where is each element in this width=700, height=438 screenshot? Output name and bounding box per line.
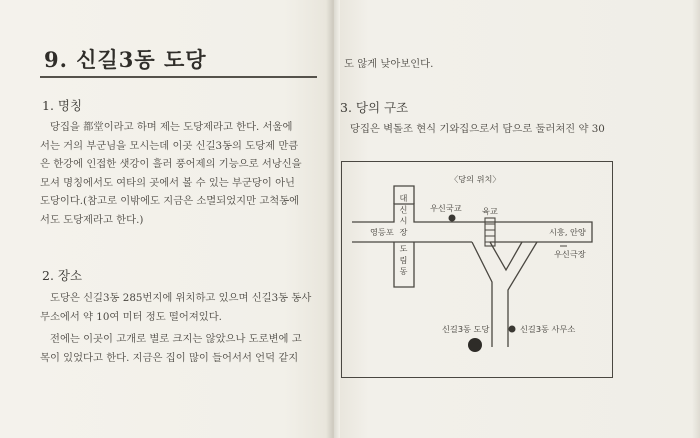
body-line: 당집은 벽돌조 현식 기와집으로서 담으로 둘러쳐진 약 30 bbox=[350, 123, 605, 135]
label-shrine: 신길3동 도당 bbox=[442, 324, 490, 334]
body-line: 전에는 이곳이 고개로 별로 크지는 않았으나 도로변에 고 bbox=[50, 333, 302, 346]
body-line: 모셔 명칭에서도 여타의 곳에서 볼 수 있는 부군당이 아닌 bbox=[40, 176, 295, 189]
continuation-line: 도 않게 낮아보인다. bbox=[344, 58, 434, 70]
section-body-place bbox=[40, 289, 311, 367]
section-heading-place: 2. 장소 bbox=[42, 268, 83, 283]
chapter-rule bbox=[40, 76, 317, 78]
label-office: 신길3동 사무소 bbox=[520, 324, 576, 334]
body-line: 목이 있었다고 한다. 지금은 집이 많이 들어서서 언덕 같지 bbox=[40, 351, 299, 364]
label-left-road: 영등포 bbox=[370, 227, 394, 237]
map-title: 〈당의 위치〉 bbox=[450, 174, 501, 184]
section-heading-structure: 3. 당의 구조 bbox=[340, 100, 409, 115]
body-line: 서는 거의 부군님을 모시는데 이곳 신길3동의 도당제 만큼 bbox=[40, 139, 299, 152]
body-line: 당집을 都堂이라고 하며 제는 도당제라고 한다. 서울에 bbox=[50, 121, 293, 133]
office-dot-icon bbox=[509, 326, 516, 333]
location-map bbox=[341, 161, 613, 378]
chapter-title: 9. 신길3동 도당 bbox=[44, 47, 207, 72]
book-gutter bbox=[326, 0, 340, 438]
shrine-dot-icon bbox=[468, 338, 482, 352]
body-line: 도당은 신길3동 285번지에 위치하고 있으며 신길3동 동사 bbox=[50, 292, 312, 304]
section-heading-name: 1. 명칭 bbox=[42, 98, 83, 113]
page-edge bbox=[692, 0, 700, 438]
body-line: 서도 도당제라고 한다.) bbox=[40, 213, 144, 226]
body-line: 도당이다.(참고로 이밖에도 지금은 소멸되었지만 고척동에 bbox=[40, 195, 300, 208]
label-vertical-road: 대신시장 도림동 bbox=[399, 194, 409, 279]
label-right-road: 시흥, 안양 bbox=[549, 227, 586, 237]
body-line: 은 한강에 인접한 샛강이 흘러 풍어제의 기능으로 서낭신을 bbox=[40, 158, 302, 171]
post-office-dot-icon bbox=[449, 215, 456, 222]
label-market: 우신극장 bbox=[554, 249, 586, 259]
body-line: 무소에서 약 10여 미터 정도 떨어져있다. bbox=[40, 310, 222, 323]
label-footbridge: 육교 bbox=[482, 206, 498, 216]
label-post-office: 우신국교 bbox=[430, 203, 462, 213]
road-outline bbox=[352, 204, 592, 287]
map-drawing bbox=[342, 162, 612, 377]
section-body-name bbox=[40, 118, 302, 230]
